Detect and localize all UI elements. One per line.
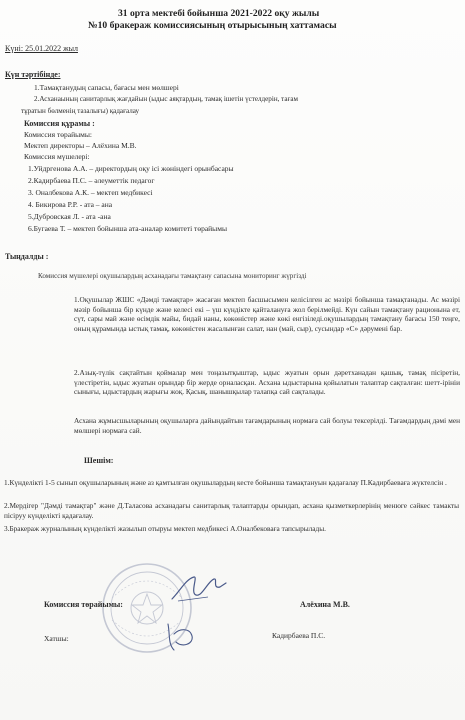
commission-member: 6.Бугаева Т. – мектеп бойынша ата-аналар комитеті төрайымы bbox=[28, 224, 227, 233]
date-line: Күні: 25.01.2022 жыл bbox=[5, 44, 78, 53]
signature-secretary-name: Кадирбаева П.С. bbox=[272, 631, 326, 640]
heard-intro: Комиссия мүшелері оқушылардың асханадағы тамақтану сапасына мониторинг жүргізді bbox=[38, 272, 307, 280]
commission-member: 1.Уйдргенова А.А. – директордың оқу ісі жөніндегі орынбасары bbox=[28, 164, 234, 173]
signature-chair-name: Алёхина М.В. bbox=[300, 600, 350, 609]
secretary-signature-icon bbox=[162, 620, 202, 654]
agenda-item-2-line-2: тұратын бөлменің тазалығы) қадағалау bbox=[21, 107, 140, 115]
agenda-item-1: 1.Тамақтанудың сапасы, бағасы мен мөлшері bbox=[34, 83, 179, 92]
heard-heading: Тыңдалды : bbox=[5, 252, 49, 261]
heard-paragraph-1: 1.Оқушылар ЖШС «Дәмді тамақтар» жасаған мектеп басшысымен келісілген ас мәзірі бойынша тамақтанады. Ас мәзірі мәзір бойынша бір күнде жәнe келесі екі – үш күндікте қайталануға жол берілмейді. Күн сайын тамақтану рационына ет, сүт, сары май және өсімдік майы, бидай наны, көкөністер және көкі енгізіледі.оқушылардың тамақтану бағасы 150 теңге, оның құрамында ыстық тамақ, көкөністен жасалынған салат, нан (май, сыр), сусындар «С» дәрумені бар. bbox=[74, 295, 460, 333]
decision-item: 2.Мердігер "Дәмді тамақтар" және Д.Таласова асханадағы санитарлық талаптарды орындап, асхана қызметкерлерінің менюге сәйкес тамакты пісіруу күнделікті қадағалау. bbox=[4, 501, 459, 520]
commission-member: 5.Дубровская Л. - ата -ана bbox=[28, 212, 111, 221]
heard-paragraph-3: Асхана жұмысшыларының оқушыларға дайындайтын тағамдарының нормаға сай болуы тексерілді. Тағамдардың дәмі мен мөлшері нормаға сай. bbox=[74, 416, 460, 435]
commission-member: 2.Кадирбаева П.С. – әлеуметтік педагог bbox=[28, 176, 155, 185]
chair-signature-icon bbox=[168, 571, 228, 605]
commission-heading: Комиссия құрамы : bbox=[24, 119, 95, 128]
agenda-heading: Күн тәртібінде: bbox=[5, 70, 61, 79]
decision-item: 3.Бракераж журналының күнделікті жазылып отыруы мектеп медбикесі А.Оналбековаға тапсырылады. bbox=[4, 524, 326, 533]
decision-item: 1.Күнделікті 1-5 сынып оқушыларының және аз қамтылған оқушылардың кесте бойынша тамақтануын қадағалау П.Кадирбаеваға жүктелсін . bbox=[4, 478, 447, 487]
signature-chair-label: Комиссия төрайымы: bbox=[44, 600, 123, 609]
heard-paragraph-2: 2.Азық-түлік сақтайтын қоймалар мен тоңазытқыштар, ыдыс жуатын орын дәретханадан қашық, тамақ пісіретін, үлестіретін, ыдыс жуатын орындар бір жерде орналасқан. Асхана ыдыстарына қойылатын талаптар сақталған: шетт-ірініи сынығы, ыдыстардың жарығы жоқ. Қасық, шанышқылар талапқа сай сақталады. bbox=[74, 368, 460, 397]
commission-members-label: Комиссия мүшелері: bbox=[24, 152, 90, 161]
decision-heading: Шешім: bbox=[84, 456, 114, 465]
document-title-line-2: №10 бракераж комиссиясының отырысының хаттамасы bbox=[88, 20, 337, 31]
commission-member: 4. Бикирова Р.Р. - ата – ана bbox=[28, 200, 113, 209]
signature-secretary-label: Хатшы: bbox=[44, 634, 69, 643]
commission-chair-label: Комиссия төрайымы: bbox=[24, 130, 93, 139]
document-title-line-1: 31 орта мектебі бойынша 2021-2022 оқу жылы bbox=[118, 8, 320, 19]
commission-member: 3. Оналбекова А.К. – мектеп медбикесі bbox=[28, 188, 153, 197]
agenda-item-2-line-1: 2.Асханаының санитарлық жағдайын (ыдыс аяқтардың, тамақ ішетін үстелдерін, тағам bbox=[34, 95, 299, 103]
commission-chair: Мектеп директоры – Алёхина М.В. bbox=[24, 141, 137, 150]
